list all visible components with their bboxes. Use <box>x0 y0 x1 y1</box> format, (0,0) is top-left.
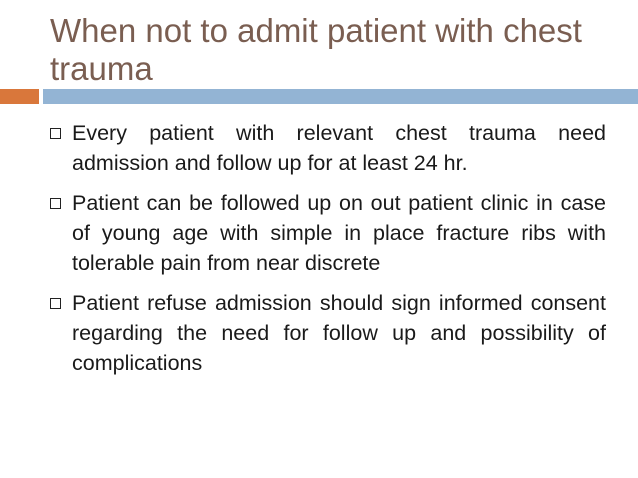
square-bullet-icon <box>50 128 61 139</box>
bullet-list <box>48 118 606 388</box>
bullet-text: Patient can be followed up on out patient clinic in case of young age with simple in place fracture ribs with tolerable pain from near discrete <box>72 191 606 275</box>
square-bullet-icon <box>50 198 61 209</box>
bullet-text: Patient refuse admission should sign informed consent regarding the need for follow up and possibility of complications <box>72 291 606 375</box>
slide-title: When not to admit patient with chest trauma <box>50 12 582 87</box>
bullet-item <box>48 118 606 178</box>
bullet-text: Every patient with relevant chest trauma need admission and follow up for at least 24 hr. <box>72 121 606 175</box>
bullet-item <box>48 288 606 378</box>
accent-bar-blue <box>43 89 638 104</box>
square-bullet-icon <box>50 298 61 309</box>
accent-bar-orange <box>0 89 39 104</box>
bullet-item <box>48 188 606 278</box>
